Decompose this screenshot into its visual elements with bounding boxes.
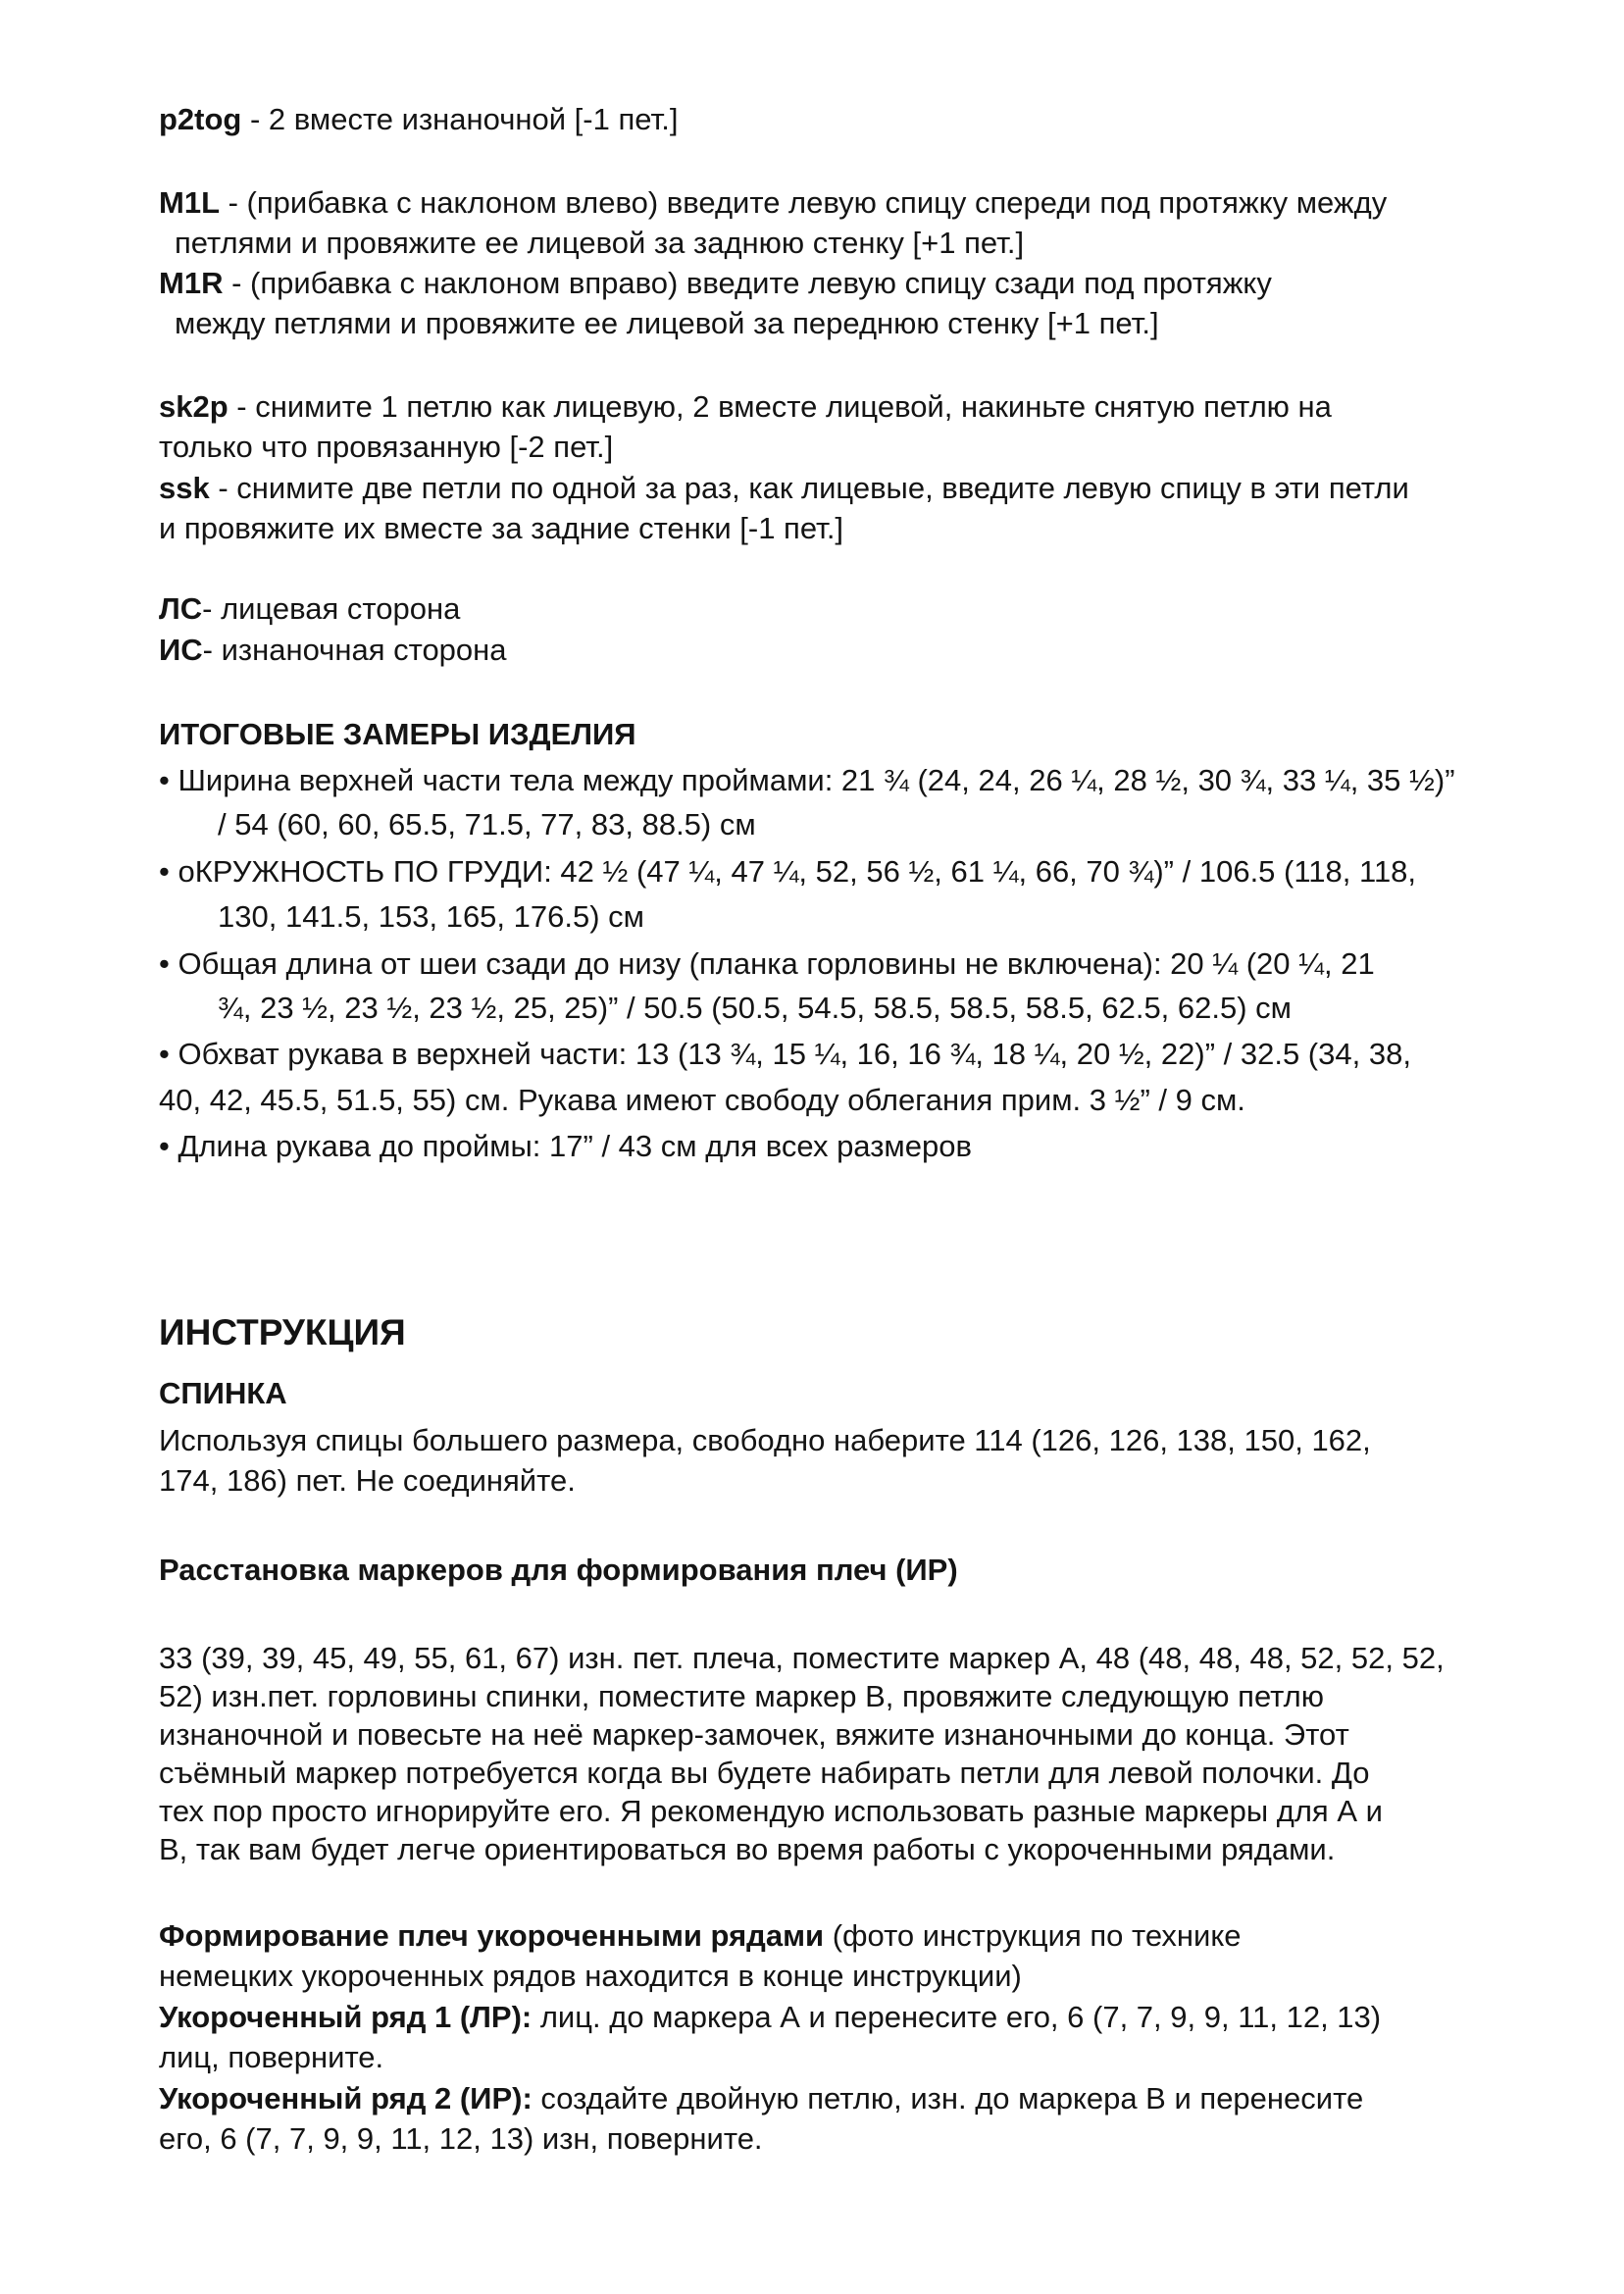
abbr-ssk xyxy=(159,470,1409,507)
abbr-m1r xyxy=(159,265,1272,302)
short-row-label: Укороченный ряд 1 (ЛР): xyxy=(159,2000,533,2034)
shoulders-heading: Формирование плеч укороченными рядами xyxy=(159,1918,825,1953)
short-row-text: создайте двойную петлю, изн. до маркера В и перенесите xyxy=(532,2081,1364,2116)
measurement-item: • оКРУЖНОСТЬ ПО ГРУДИ: 42 ½ (47 ¼, 47 ¼, 52, 56 ½, 61 ¼, 66, 70 ¾)” / 106.5 (118, 118, xyxy=(159,854,1417,889)
abbr-def-cont: петлями и провяжите ее лицевой за заднюю стенку [+1 пет.] xyxy=(175,226,1025,260)
abbr-m1l xyxy=(159,184,1387,222)
abbr-def-cont: и провяжите их вместе за задние стенки [-1 пет.] xyxy=(159,511,844,545)
back-text: Используя спицы большего размера, свободно наберите 114 (126, 126, 138, 150, 162, xyxy=(159,1423,1371,1457)
instructions-heading: ИНСТРУКЦИЯ xyxy=(159,1312,406,1352)
shoulders-heading-line xyxy=(159,1917,1241,1955)
markers-text: В, так вам будет легче ориентироваться во время работы с укороченными рядами. xyxy=(159,1832,1336,1866)
measurement-item-cont: / 54 (60, 60, 65.5, 71.5, 77, 83, 88.5) см xyxy=(218,807,756,841)
measurement-item-cont: 130, 141.5, 153, 165, 176.5) см xyxy=(218,899,644,934)
abbr-is xyxy=(159,632,507,669)
abbr-def-cont: между петлями и провяжите ее лицевой за переднюю стенку [+1 пет.] xyxy=(175,306,1159,340)
abbr-term: ssk xyxy=(159,471,210,505)
short-row-2 xyxy=(159,2080,1363,2117)
abbr-def: - лицевая сторона xyxy=(202,591,461,626)
shoulders-note-cont: немецких укороченных рядов находится в конце инструкции) xyxy=(159,1959,1022,1993)
short-row-label: Укороченный ряд 2 (ИР): xyxy=(159,2081,533,2116)
markers-text: изнаночной и повесьте на неё маркер-замочек, вяжите изнаночными до конца. Этот xyxy=(159,1717,1349,1752)
abbr-term: M1L xyxy=(159,185,220,220)
abbr-def: - 2 вместе изнаночной [-1 пет.] xyxy=(241,102,679,136)
short-row-1 xyxy=(159,1999,1381,2036)
shoulders-note: (фото инструкция по технике xyxy=(824,1918,1242,1953)
abbr-sk2p xyxy=(159,388,1332,426)
measurement-item: • Ширина верхней части тела между проймами: 21 ¾ (24, 24, 26 ¼, 28 ½, 30 ¾, 33 ¼, 35 ½)” xyxy=(159,763,1455,797)
abbr-term: sk2p xyxy=(159,389,228,424)
abbr-def: - снимите 1 петлю как лицевую, 2 вместе лицевой, накиньте снятую петлю на xyxy=(228,389,1332,424)
markers-text: 52) изн.пет. горловины спинки, поместите маркер В, провяжите следующую петлю xyxy=(159,1679,1325,1713)
abbr-term: M1R xyxy=(159,266,224,300)
measurement-item-cont: ¾, 23 ½, 23 ½, 23 ½, 25, 25)” / 50.5 (50.5, 54.5, 58.5, 58.5, 58.5, 62.5, 62.5) см xyxy=(218,991,1292,1025)
abbr-def: - изнаночная сторона xyxy=(202,633,507,667)
markers-text: тех пор просто игнорируйте его. Я рекомендую использовать разные маркеры для А и xyxy=(159,1794,1383,1828)
abbr-def: - (прибавка с наклоном влево) введите левую спицу спереди под протяжку между xyxy=(220,185,1388,220)
abbr-term: ИС xyxy=(159,633,203,667)
measurement-item: • Длина рукава до проймы: 17” / 43 см для всех размеров xyxy=(159,1129,972,1163)
markers-text: 33 (39, 39, 45, 49, 55, 61, 67) изн. пет. плеча, поместите маркер А, 48 (48, 48, 48, 52, 52, 52, xyxy=(159,1641,1445,1675)
abbr-def-cont: только что провязанную [-2 пет.] xyxy=(159,430,614,464)
measurement-item-cont: 40, 42, 45.5, 51.5, 55) см. Рукава имеют свободу облегания прим. 3 ½” / 9 см. xyxy=(159,1083,1245,1117)
short-row-2-cont: его, 6 (7, 7, 9, 9, 11, 12, 13) изн, поверните. xyxy=(159,2121,763,2156)
abbr-p2tog xyxy=(159,101,678,138)
short-row-1-cont: лиц, поверните. xyxy=(159,2040,384,2074)
measurement-item: • Обхват рукава в верхней части: 13 (13 ¾, 15 ¼, 16, 16 ¾, 18 ¼, 20 ½, 22)” / 32.5 (34, 38, xyxy=(159,1037,1411,1071)
markers-text: съёмный маркер потребуется когда вы будете набирать петли для левой полочки. До xyxy=(159,1756,1370,1790)
markers-heading: Расстановка маркеров для формирования плеч (ИР) xyxy=(159,1553,958,1587)
abbr-def: - (прибавка с наклоном вправо) введите левую спицу сзади под протяжку xyxy=(223,266,1272,300)
short-row-text: лиц. до маркера А и перенесите его, 6 (7, 7, 9, 9, 11, 12, 13) xyxy=(532,2000,1382,2034)
abbr-ls xyxy=(159,590,460,628)
abbr-def: - снимите две петли по одной за раз, как лицевые, введите левую спицу в эти петли xyxy=(209,471,1409,505)
back-heading: СПИНКА xyxy=(159,1376,287,1410)
abbr-term: ЛС xyxy=(159,591,203,626)
abbr-term: p2tog xyxy=(159,102,242,136)
measurements-heading: ИТОГОВЫЕ ЗАМЕРЫ ИЗДЕЛИЯ xyxy=(159,717,636,751)
back-text-cont: 174, 186) пет. Не соединяйте. xyxy=(159,1463,576,1498)
measurement-item: • Общая длина от шеи сзади до низу (планка горловины не включена): 20 ¼ (20 ¼, 21 xyxy=(159,946,1375,981)
